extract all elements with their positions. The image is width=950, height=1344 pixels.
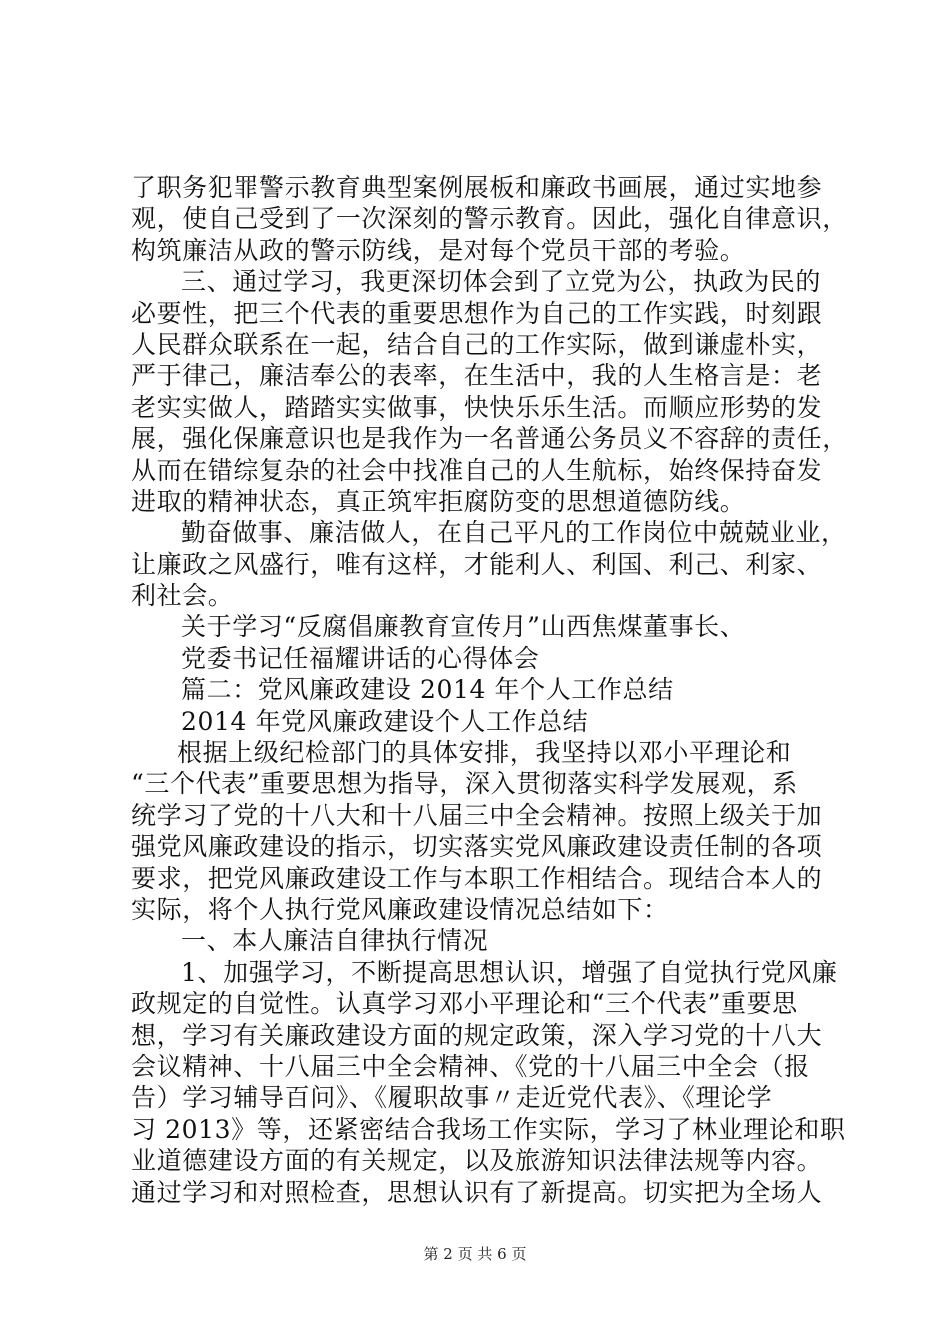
text-line: 构筑廉洁从政的警示防线，是对每个党员干部的考验。 [131,235,746,265]
text-line: 进取的精神状态，真正筑牢拒腐防变的思想道德防线。 [131,486,746,516]
section-title: 2014 年党风廉政建设个人工作总结 [181,706,589,736]
text-line: 业道德建设方面的有关规定，以及旅游知识法律法规等内容。 [131,1146,823,1176]
text-line: 想，学习有关廉政建设方面的规定政策，深入学习党的十八大 [131,1020,823,1050]
body-text [131,172,848,1208]
paragraph-start-line: 三、通过学习，我更深切体会到了立党为公，执政为民的 [181,267,822,297]
section-heading: 篇二：党风廉政建设 2014 年个人工作总结 [181,675,674,705]
text-line: 统学习了党的十八大和十八届三中全会精神。按照上级关于加 [131,800,823,830]
paragraph-start-line: 1、加强学习，不断提高思想认识，增强了自觉执行党风廉 [181,957,838,987]
text-line: 实际，将个人执行党风廉政建设情况总结如下： [131,894,669,924]
text-line: 老实实做人，踏踏实实做事，快快乐乐生活。而顺应形势的发 [131,392,823,422]
text-line: 告）学习辅导百问》、《履职故事〃走近党代表》、《理论学 [131,1083,773,1113]
text-line: 会议精神、十八届三中全会精神、《党的十八届三中全会（报 [131,1051,810,1081]
text-line: 让廉政之风盛行，唯有这样，才能利人、利国、利己、利家、 [131,549,823,579]
subsection-heading: 一、本人廉洁自律执行情况 [181,926,489,956]
text-line: 了职务犯罪警示教育典型案例展板和廉政书画展，通过实地参 [131,173,823,202]
text-line: 政规定的自觉性。认真学习邓小平理论和“三个代表”重要思 [131,989,798,1019]
text-line: 严于律己，廉洁奉公的表率，在生活中，我的人生格言是：老 [131,361,823,391]
text-line: 人民群众联系在一起，结合自己的工作实际，做到谦虚朴实， [131,329,823,359]
text-line: 习 2013》等，还紧密结合我场工作实际，学习了林业理论和职 [131,1114,846,1144]
article-title-line: 党委书记任福耀讲话的心得体会 [181,643,540,673]
paragraph-start-line: 根据上级纪检部门的具体安排，我坚持以邓小平理论和 [177,738,792,768]
text-line: 从而在错综复杂的社会中找准自己的人生航标，始终保持奋发 [131,455,823,485]
text-line: 通过学习和对照检查，思想认识有了新提高。切实把为全场人 [131,1177,823,1207]
text-line: “三个代表”重要思想为指导，深入贯彻落实科学发展观，系 [131,769,798,799]
text-line: 利社会。 [131,581,234,611]
text-line: 观，使自己受到了一次深刻的警示教育。因此，强化自律意识， [131,204,848,234]
text-line: 必要性，把三个代表的重要思想作为自己的工作实践，时刻跟 [131,298,823,328]
article-title-line: 关于学习“反腐倡廉教育宣传月”山西焦煤董事长、 [181,612,746,642]
text-line: 展，强化保廉意识也是我作为一名普通公务员义不容辞的责任， [131,424,848,454]
page-footer: 第 2 页 共 6 页 [423,1245,527,1263]
text-line: 要求，把党风廉政建设工作与本职工作相结合。现结合本人的 [131,863,823,893]
paragraph-start-line: 勤奋做事、廉洁做人，在自己平凡的工作岗位中兢兢业业， [181,518,847,548]
text-line: 强党风廉政建设的指示，切实落实党风廉政建设责任制的各项 [131,832,823,862]
